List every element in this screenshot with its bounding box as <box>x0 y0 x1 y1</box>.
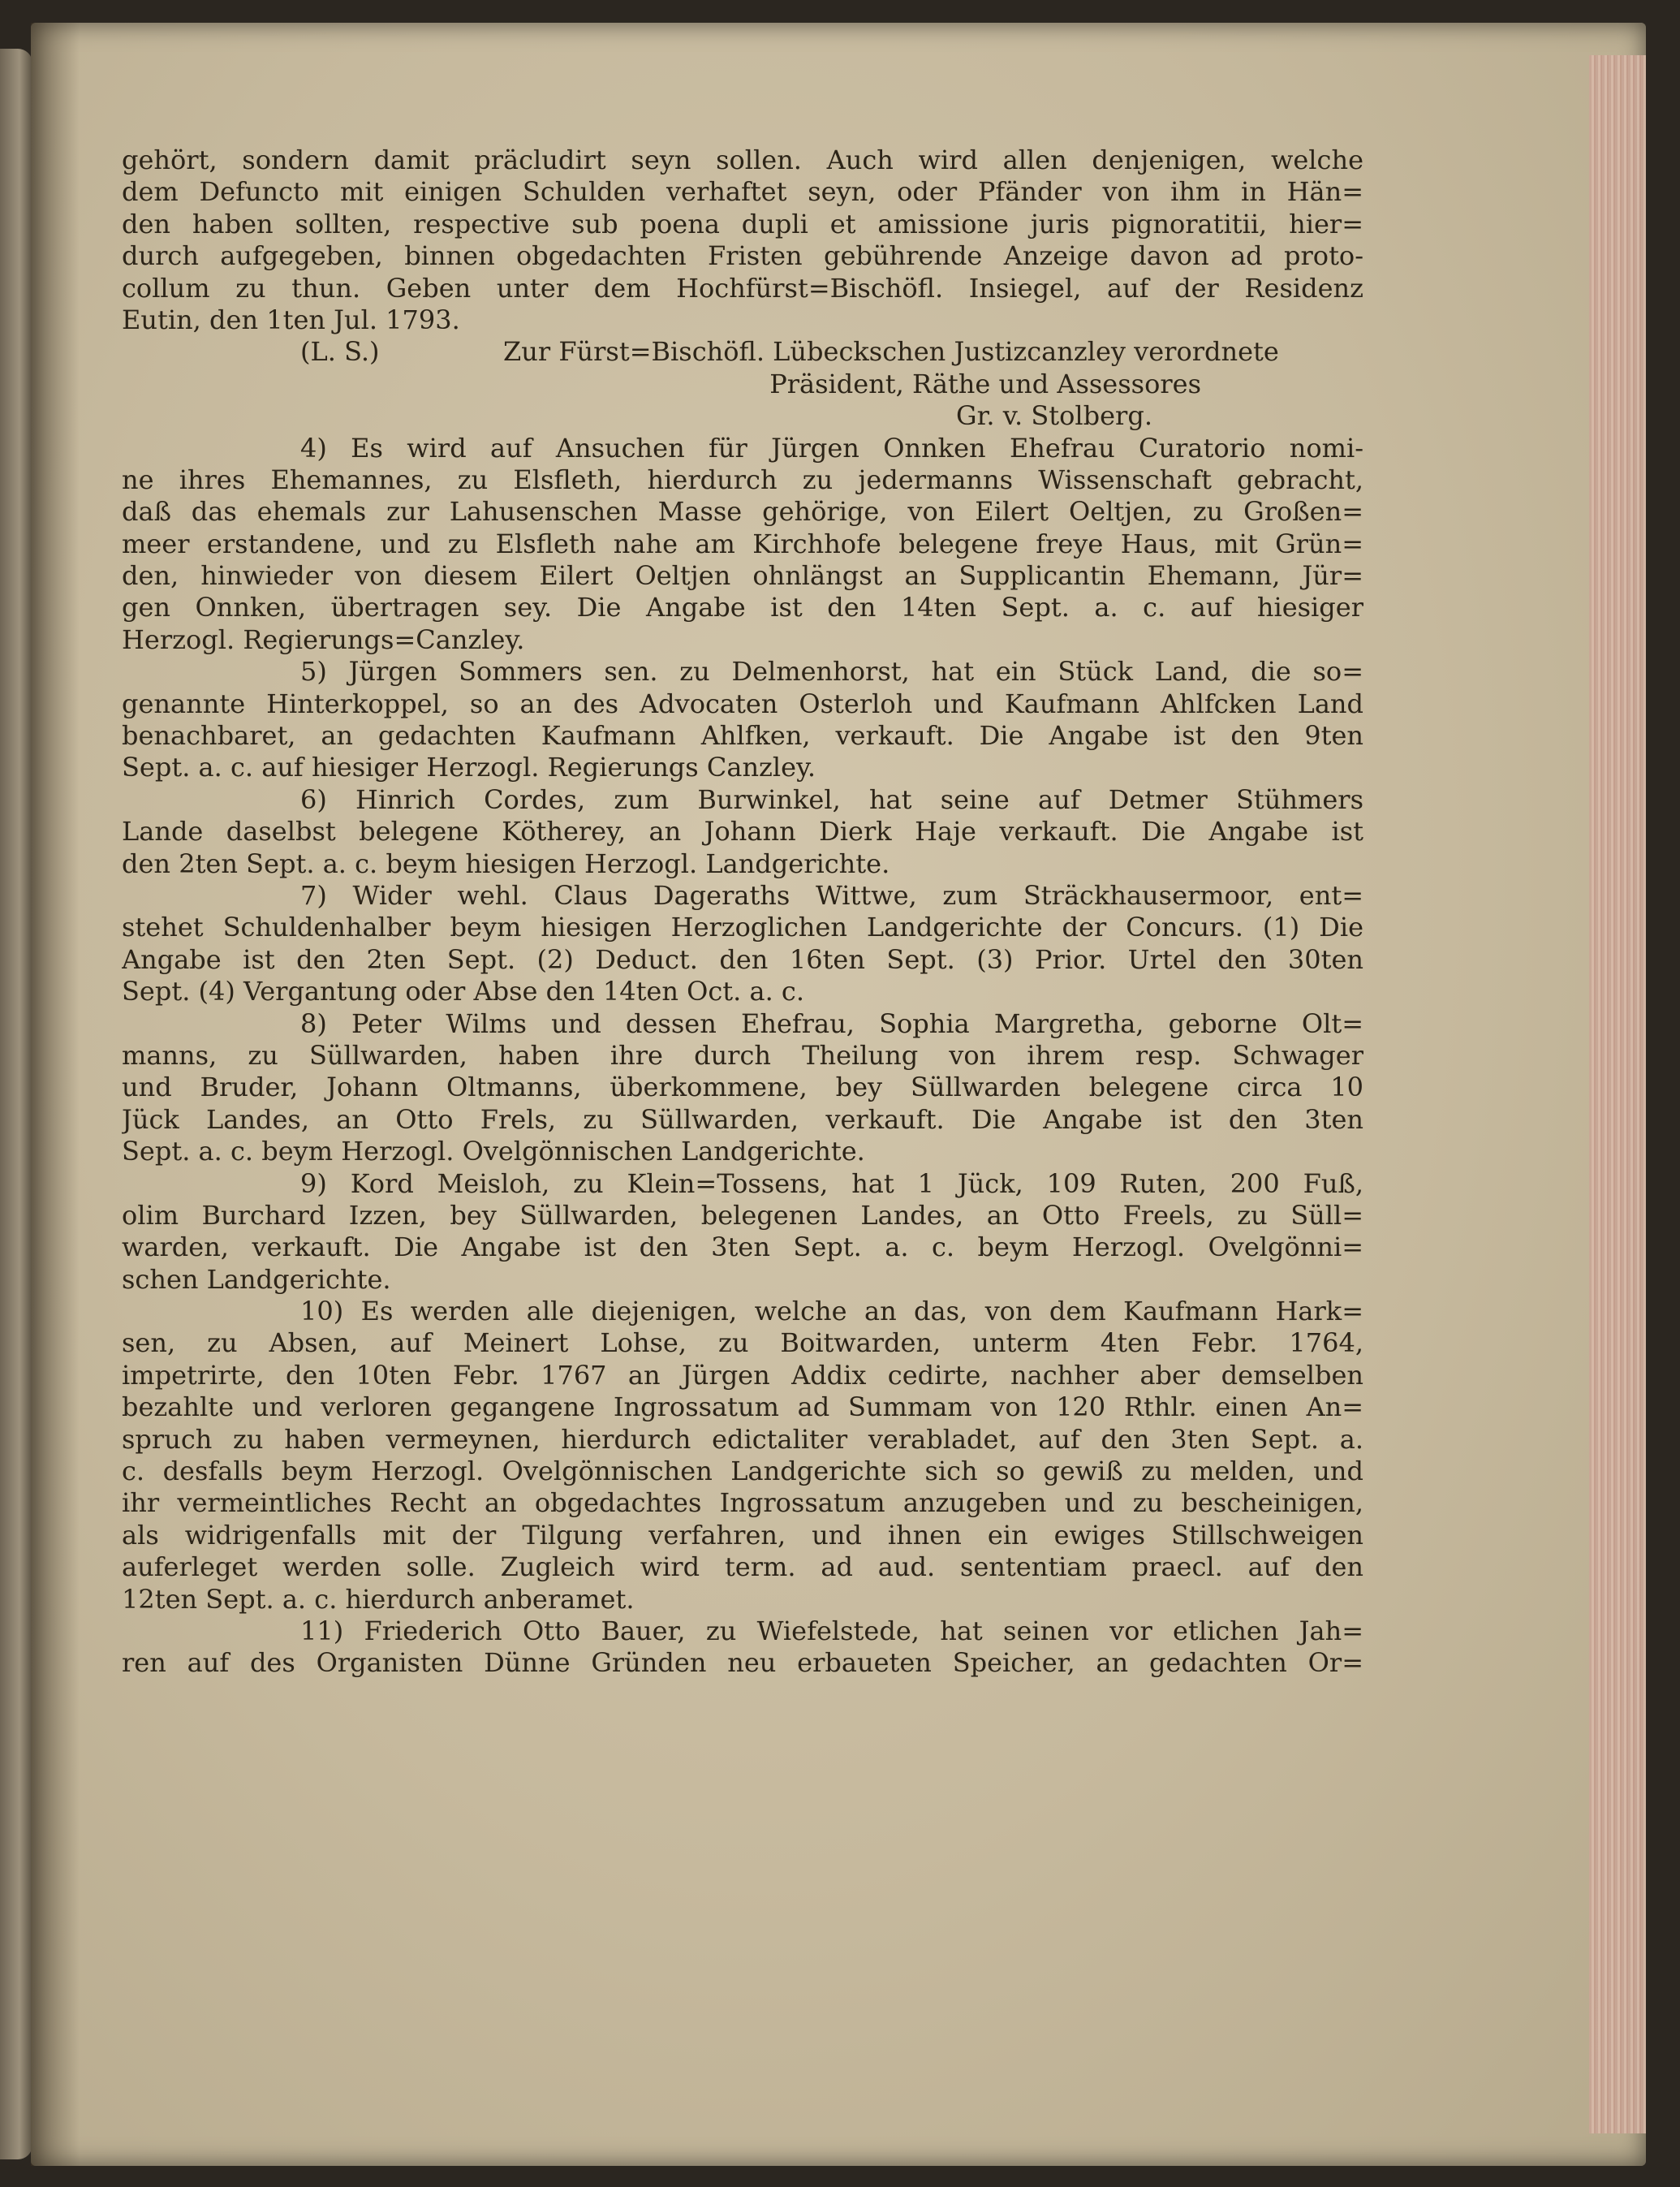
text-line: 10) Es werden alle diejenigen, welche an das, von dem Kaufmann Hark= <box>300 1296 1363 1327</box>
text-line: Eutin, den 1ten Jul. 1793. <box>122 304 460 335</box>
text-line: Sept. (4) Vergantung oder Abse den 14ten Oct. a. c. <box>122 976 805 1007</box>
text-line: collum zu thun. Geben unter dem Hochfürst=Bischöfl. Insiegel, auf der Residenz <box>122 272 1363 304</box>
previous-page-edge <box>0 49 32 2159</box>
text-line: genannte Hinterkoppel, so an des Advocaten Osterloh und Kaufmann Ahlfcken Land <box>122 688 1363 719</box>
text-line: durch aufgegeben, binnen obgedachten Fristen gebührende Anzeige davon ad proto- <box>122 240 1363 272</box>
text-line: ihr vermeintliches Recht an obgedachtes Ingrossatum anzugeben und zu bescheinigen, <box>122 1487 1363 1519</box>
court-title: Zur Fürst=Bischöfl. Lübeckschen Justizcanzley verordnete <box>503 336 1279 368</box>
page-text <box>122 145 1363 1680</box>
text-line: ren auf des Organisten Dünne Gründen neu erbaueten Speicher, an gedachten Or= <box>122 1647 1363 1679</box>
text-line: benachbaret, an gedachten Kaufmann Ahlfken, verkauft. Die Angabe ist den 9ten <box>122 720 1363 752</box>
text-line: Angabe ist den 2ten Sept. (2) Deduct. den 16ten Sept. (3) Prior. Urtel den 30ten <box>122 943 1363 975</box>
text-line: 6) Hinrich Cordes, zum Burwinkel, hat seine auf Detmer Stühmers <box>300 783 1363 815</box>
text-line: den haben sollten, respective sub poena dupli et amissione juris pignoratitii, hier= <box>122 208 1363 239</box>
text-line: olim Burchard Izzen, bey Süllwarden, belegenen Landes, an Otto Freels, zu Süll= <box>122 1199 1363 1231</box>
text-line: c. desfalls beym Herzogl. Ovelgönnischen Landgerichte sich so gewiß zu melden, und <box>122 1456 1363 1487</box>
text-line: meer erstandene, und zu Elsfleth nahe am Kirchhofe belegene freye Haus, mit Grün= <box>122 528 1363 559</box>
text-line: Jück Landes, an Otto Frels, zu Süllwarden, verkauft. Die Angabe ist den 3ten <box>122 1103 1363 1135</box>
text-line: 8) Peter Wilms und dessen Ehefrau, Sophia Margretha, geborne Olt= <box>300 1007 1363 1039</box>
text-line: 4) Es wird auf Ansuchen für Jürgen Onnken Ehefrau Curatorio nomi- <box>300 432 1363 464</box>
text-line: manns, zu Süllwarden, haben ihre durch Theilung von ihrem resp. Schwager <box>122 1039 1363 1071</box>
text-line: bezahlte und verloren gegangene Ingrossatum ad Summam von 120 Rthlr. einen An= <box>122 1391 1363 1423</box>
text-line: 7) Wider wehl. Claus Dageraths Wittwe, zum Sträckhausermoor, ent= <box>300 879 1363 911</box>
text-line: den, hinwieder von diesem Eilert Oeltjen ohnlängst an Supplicantin Ehemann, Jür= <box>122 560 1363 592</box>
text-line: 12ten Sept. a. c. hierdurch anberamet. <box>122 1583 635 1615</box>
text-line: spruch zu haben vermeynen, hierdurch edictaliter verabladet, auf den 3ten Sept. a. <box>122 1423 1363 1455</box>
text-line: 11) Friederich Otto Bauer, zu Wiefelstede, hat seinen vor etlichen Jah= <box>300 1615 1363 1646</box>
text-line: auferleget werden solle. Zugleich wird term. ad aud. sententiam praecl. auf den <box>122 1551 1363 1583</box>
text-line: 5) Jürgen Sommers sen. zu Delmenhorst, hat ein Stück Land, die so= <box>300 656 1363 688</box>
text-line: dem Defuncto mit einigen Schulden verhaftet seyn, oder Pfänder von ihm in Hän= <box>122 176 1363 208</box>
text-line: sen, zu Absen, auf Meinert Lohse, zu Boitwarden, unterm 4ten Febr. 1764, <box>122 1327 1363 1359</box>
text-line: Herzogl. Regierungs=Canzley. <box>122 623 525 655</box>
text-line: den 2ten Sept. a. c. beym hiesigen Herzogl. Landgerichte. <box>122 848 890 879</box>
text-line: daß das ehemals zur Lahusenschen Masse gehörige, von Eilert Oeltjen, zu Großen= <box>122 496 1363 528</box>
text-line: gen Onnken, übertragen sey. Die Angabe ist den 14ten Sept. a. c. auf hiesiger <box>122 592 1363 623</box>
text-line: warden, verkauft. Die Angabe ist den 3ten Sept. a. c. beym Herzogl. Ovelgönni= <box>122 1232 1363 1263</box>
text-line: Lande daselbst belegene Kötherey, an Johann Dierk Haje verkauft. Die Angabe ist <box>122 816 1363 848</box>
text-line: gehört, sondern damit präcludirt seyn sollen. Auch wird allen denjenigen, welche <box>122 145 1363 175</box>
signatory-name: Gr. v. Stolberg. <box>956 400 1152 432</box>
page-stack-edge <box>1589 55 1646 2133</box>
seal-signature-line <box>122 336 1363 368</box>
seal-mark: (L. S.) <box>300 336 380 368</box>
text-line: ne ihres Ehemannes, zu Elsfleth, hierdurch zu jedermanns Wissenschaft gebracht, <box>122 464 1363 495</box>
text-line: stehet Schuldenhalber beym hiesigen Herzoglichen Landgerichte der Concurs. (1) Die <box>122 912 1363 943</box>
text-line: impetrirte, den 10ten Febr. 1767 an Jürgen Addix cedirte, nachher aber demselben <box>122 1359 1363 1391</box>
text-line: und Bruder, Johann Oltmanns, überkommene, bey Süllwarden belegene circa 10 <box>122 1072 1363 1103</box>
signatories-line: Präsident, Räthe und Assessores <box>769 368 1201 399</box>
page-gutter-shadow <box>31 23 80 2166</box>
text-line: als widrigenfalls mit der Tilgung verfahren, und ihnen ein ewiges Stillschweigen <box>122 1519 1363 1551</box>
text-line: schen Landgerichte. <box>122 1263 391 1295</box>
text-line: Sept. a. c. auf hiesiger Herzogl. Regierungs Canzley. <box>122 752 816 783</box>
text-line: Sept. a. c. beym Herzogl. Ovelgönnischen Landgerichte. <box>122 1136 865 1167</box>
text-line: 9) Kord Meisloh, zu Klein=Tossens, hat 1 Jück, 109 Ruten, 200 Fuß, <box>300 1167 1363 1199</box>
